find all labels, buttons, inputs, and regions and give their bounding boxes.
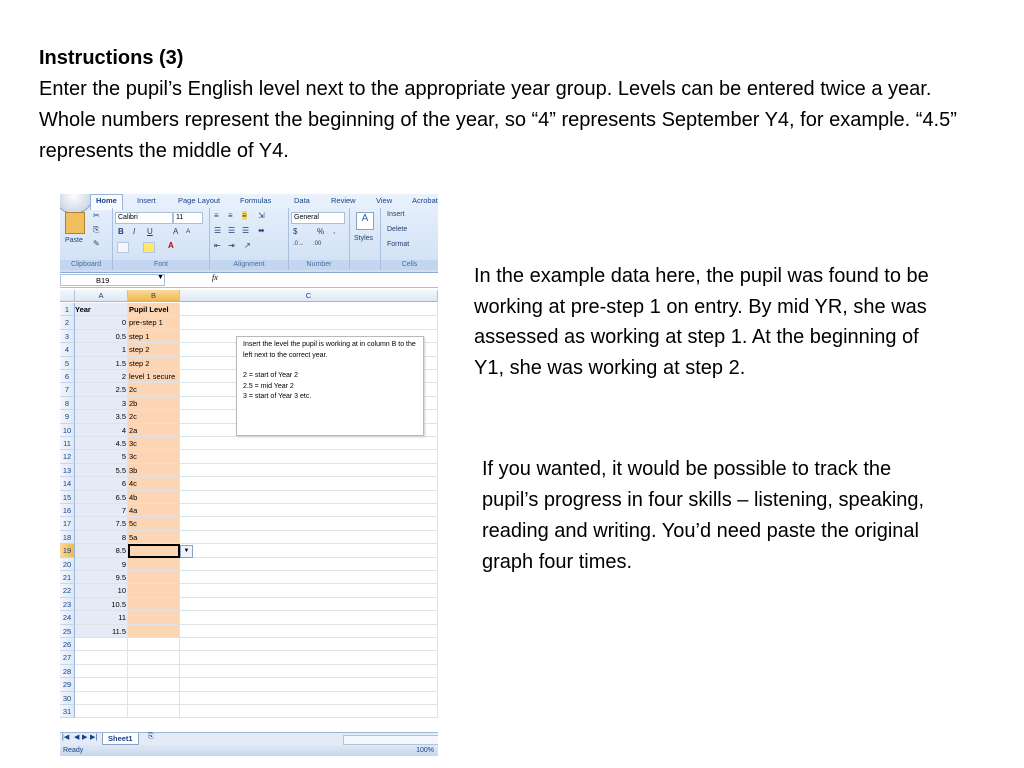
- next-sheet-icon[interactable]: ▶: [82, 734, 88, 741]
- cell-empty[interactable]: [180, 598, 438, 611]
- cells-group: [381, 208, 438, 270]
- format-painter-icon[interactable]: ✎: [93, 239, 100, 248]
- ribbon: [60, 194, 438, 273]
- insert-sheet-icon[interactable]: ⎘: [148, 733, 154, 740]
- name-box[interactable]: B19: [60, 274, 165, 286]
- row-header[interactable]: 29: [60, 678, 75, 691]
- underline-icon[interactable]: U: [147, 227, 153, 236]
- cell-year[interactable]: [75, 705, 128, 718]
- excel-screenshot: [60, 194, 438, 756]
- selected-cell-outline[interactable]: [128, 544, 180, 558]
- row-header[interactable]: 16: [60, 504, 75, 517]
- cell-pupil-level[interactable]: [128, 665, 180, 678]
- grow-font-icon[interactable]: A: [173, 227, 179, 236]
- row-header[interactable]: 5: [60, 357, 75, 370]
- comment-line-mid: 2.5 = mid Year 2: [243, 382, 294, 390]
- wrap-text-icon[interactable]: ⇲: [258, 211, 265, 220]
- cell-year[interactable]: [75, 692, 128, 705]
- row-header[interactable]: 3: [60, 330, 75, 343]
- first-sheet-icon[interactable]: |◀: [62, 734, 70, 741]
- cell-year[interactable]: 11.5: [75, 625, 128, 638]
- cell-pupil-level[interactable]: [128, 651, 180, 664]
- row-header[interactable]: 30: [60, 692, 75, 705]
- cell-year[interactable]: 3: [75, 397, 128, 410]
- cell-empty[interactable]: [180, 517, 438, 530]
- cell-year[interactable]: [75, 678, 128, 691]
- cell-empty[interactable]: [180, 692, 438, 705]
- cell-pupil-level[interactable]: step 1: [128, 330, 180, 343]
- font-group: [113, 208, 210, 270]
- row-header[interactable]: 14: [60, 477, 75, 490]
- cell-year[interactable]: 7: [75, 504, 128, 517]
- row-header[interactable]: 24: [60, 611, 75, 624]
- row-header[interactable]: 11: [60, 437, 75, 450]
- cell-pupil-level[interactable]: [128, 584, 180, 597]
- tab-acrobat[interactable]: Acrobat: [412, 196, 438, 205]
- cell-year[interactable]: 8.5: [75, 544, 128, 557]
- cell-year[interactable]: 7.5: [75, 517, 128, 530]
- cell-year[interactable]: [75, 638, 128, 651]
- cell-pupil-level[interactable]: 4a: [128, 504, 180, 517]
- number-format-select[interactable]: General: [291, 212, 345, 224]
- status-bar: [60, 745, 438, 756]
- cell-pupil-level[interactable]: 2a: [128, 424, 180, 437]
- horizontal-scrollbar[interactable]: [343, 735, 438, 745]
- copy-icon[interactable]: ⎘: [93, 225, 100, 234]
- decrease-indent-icon[interactable]: ⇤: [214, 241, 221, 250]
- cell-year[interactable]: 10.5: [75, 598, 128, 611]
- cell-year[interactable]: 3.5: [75, 410, 128, 423]
- cell-pupil-level[interactable]: 3c: [128, 437, 180, 450]
- cell-pupil-level[interactable]: 2c: [128, 383, 180, 396]
- paste-button[interactable]: Paste: [65, 237, 83, 244]
- delete-cells-button[interactable]: Delete: [387, 226, 408, 233]
- cell-pupil-level[interactable]: [128, 638, 180, 651]
- cell-pupil-level[interactable]: Pupil Level: [128, 303, 180, 316]
- last-sheet-icon[interactable]: ▶|: [90, 734, 98, 741]
- cell-pupil-level[interactable]: [128, 611, 180, 624]
- tab-insert[interactable]: Insert: [137, 196, 156, 205]
- cell-empty[interactable]: [180, 705, 438, 718]
- comment-line-next: 3 = start of Year 3 etc.: [243, 393, 312, 400]
- cell-year[interactable]: 4: [75, 424, 128, 437]
- merge-icon[interactable]: ⬌: [258, 226, 265, 235]
- example-explanation: In the example data here, the pupil was found to be working at pre-step 1 on entry. By mid YR, she was assessed as working at step 1. At the beginning of Y1, she was working at step 2.: [474, 265, 929, 379]
- font-name-select[interactable]: Calibri: [115, 212, 173, 224]
- align-left-icon[interactable]: ☰: [214, 226, 222, 235]
- cell-pupil-level[interactable]: 2b: [128, 397, 180, 410]
- column-header-a[interactable]: A: [75, 290, 128, 302]
- ribbon-tabs: [60, 194, 438, 208]
- insert-cells-button[interactable]: Insert: [387, 211, 405, 218]
- sheet-tabs-bar: [60, 732, 438, 745]
- row-header[interactable]: 20: [60, 558, 75, 571]
- styles-group-label: [350, 260, 380, 270]
- cell-empty[interactable]: [180, 571, 438, 584]
- tab-review[interactable]: Review: [331, 196, 356, 205]
- currency-icon[interactable]: $: [293, 227, 298, 236]
- row-header[interactable]: 12: [60, 450, 75, 463]
- cell-empty[interactable]: [180, 531, 438, 544]
- middle-align-icon[interactable]: ≡: [228, 211, 233, 220]
- top-align-icon[interactable]: ≡: [214, 211, 219, 220]
- cell-empty[interactable]: [180, 450, 438, 463]
- cell-pupil-level[interactable]: pre-step 1: [128, 316, 180, 329]
- cell-empty[interactable]: [180, 651, 438, 664]
- cell-pupil-level[interactable]: [128, 598, 180, 611]
- tab-sheet1[interactable]: Sheet1: [102, 733, 139, 745]
- formula-bar: [60, 273, 438, 288]
- row-header[interactable]: 22: [60, 584, 75, 597]
- styles-icon[interactable]: A: [356, 212, 374, 230]
- cells-group-label: Cells: [381, 260, 438, 270]
- chevron-down-icon[interactable]: ▼: [180, 545, 193, 558]
- cell-empty[interactable]: [180, 665, 438, 678]
- cell-empty[interactable]: [180, 504, 438, 517]
- cell-empty[interactable]: [180, 611, 438, 624]
- row-header[interactable]: 18: [60, 531, 75, 544]
- increase-indent-icon[interactable]: ⇥: [228, 241, 235, 250]
- cell-empty[interactable]: [180, 584, 438, 597]
- row-header[interactable]: 4: [60, 343, 75, 356]
- cell-year[interactable]: 10: [75, 584, 128, 597]
- cell-pupil-level[interactable]: 4c: [128, 477, 180, 490]
- font-size-select[interactable]: 11: [173, 212, 203, 224]
- alignment-group: [210, 208, 289, 270]
- row-header[interactable]: 19: [60, 544, 75, 557]
- clipboard-group-label: Clipboard: [60, 260, 112, 270]
- cell-year[interactable]: [75, 665, 128, 678]
- cell-year[interactable]: [75, 651, 128, 664]
- bold-icon[interactable]: B: [118, 227, 124, 236]
- cell-pupil-level[interactable]: level 1 secure: [128, 370, 180, 383]
- paste-icon[interactable]: [65, 212, 85, 234]
- row-header[interactable]: 21: [60, 571, 75, 584]
- row-header[interactable]: 8: [60, 397, 75, 410]
- clipboard-group: [60, 208, 113, 270]
- row-header[interactable]: 10: [60, 424, 75, 437]
- comment-line-start: 2 = start of Year 2: [243, 372, 299, 379]
- insert-function-icon[interactable]: fx: [212, 273, 218, 282]
- cell-year[interactable]: 2.5: [75, 383, 128, 396]
- prev-sheet-icon[interactable]: ◀: [74, 734, 80, 741]
- alignment-group-label: Alignment: [210, 260, 288, 270]
- cell-pupil-level[interactable]: 2c: [128, 410, 180, 423]
- cell-year[interactable]: 0: [75, 316, 128, 329]
- font-group-label: Font: [113, 260, 209, 270]
- cell-year[interactable]: Year: [75, 303, 128, 316]
- cell-year[interactable]: 0.5: [75, 330, 128, 343]
- cell-year[interactable]: 5: [75, 450, 128, 463]
- font-color-icon[interactable]: A: [168, 241, 174, 250]
- cell-pupil-level[interactable]: [128, 571, 180, 584]
- cell-empty[interactable]: [180, 544, 438, 557]
- cell-year[interactable]: 2: [75, 370, 128, 383]
- borders-icon[interactable]: [117, 242, 129, 253]
- cell-empty[interactable]: [180, 678, 438, 691]
- styles-group: [350, 208, 381, 270]
- row-header[interactable]: 26: [60, 638, 75, 651]
- row-header[interactable]: 31: [60, 705, 75, 718]
- cell-year[interactable]: 5.5: [75, 464, 128, 477]
- orientation-icon[interactable]: ↗: [244, 241, 251, 250]
- cell-empty[interactable]: [180, 491, 438, 504]
- instructions-title: Instructions (3): [39, 47, 184, 69]
- cell-year[interactable]: 6.5: [75, 491, 128, 504]
- cell-empty[interactable]: [180, 477, 438, 490]
- comma-button[interactable]: ,: [333, 226, 336, 235]
- select-all-corner[interactable]: [60, 290, 75, 302]
- cell-pupil-level[interactable]: [128, 678, 180, 691]
- cell-pupil-level[interactable]: step 2: [128, 343, 180, 356]
- cell-empty[interactable]: [180, 638, 438, 651]
- cut-icon[interactable]: ✂: [93, 211, 100, 220]
- row-header[interactable]: 1: [60, 303, 75, 316]
- row-header[interactable]: 15: [60, 491, 75, 504]
- cell-year[interactable]: 11: [75, 611, 128, 624]
- row-header[interactable]: 6: [60, 370, 75, 383]
- column-header-b[interactable]: B: [128, 290, 180, 302]
- bottom-align-icon[interactable]: ≡: [242, 211, 247, 220]
- cell-pupil-level[interactable]: [128, 692, 180, 705]
- tab-data[interactable]: Data: [294, 196, 310, 205]
- tab-formulas[interactable]: Formulas: [240, 196, 272, 205]
- format-cells-button[interactable]: Format: [387, 241, 410, 248]
- cell-empty[interactable]: [180, 625, 438, 638]
- cell-year[interactable]: 6: [75, 477, 128, 490]
- row-header[interactable]: 17: [60, 517, 75, 530]
- row-header[interactable]: 25: [60, 625, 75, 638]
- cell-year[interactable]: 9.5: [75, 571, 128, 584]
- comment-note: [236, 336, 424, 436]
- comment-instruction: Insert the level the pupil is working at in column B to the left next to the correct year.: [243, 341, 416, 359]
- cell-empty[interactable]: [180, 558, 438, 571]
- percent-button[interactable]: %: [317, 227, 325, 236]
- tab-home[interactable]: Home: [90, 194, 123, 210]
- row-header[interactable]: 28: [60, 665, 75, 678]
- shrink-font-icon[interactable]: A: [186, 228, 191, 235]
- cell-pupil-level[interactable]: 3b: [128, 464, 180, 477]
- number-group-label: Number: [289, 260, 349, 270]
- number-group: [289, 208, 350, 270]
- status-ready: Ready: [63, 747, 84, 754]
- cell-empty[interactable]: [180, 303, 438, 316]
- cell-year[interactable]: 9: [75, 558, 128, 571]
- align-right-icon[interactable]: ☰: [242, 226, 250, 235]
- align-center-icon[interactable]: ☰: [228, 226, 236, 235]
- fill-color-icon[interactable]: [143, 242, 155, 253]
- chevron-down-icon[interactable]: ▼: [157, 274, 164, 281]
- row-header[interactable]: 2: [60, 316, 75, 329]
- cell-year[interactable]: 8: [75, 531, 128, 544]
- decrease-decimal-icon[interactable]: .00: [313, 241, 322, 247]
- tab-view[interactable]: View: [376, 196, 393, 205]
- styles-button[interactable]: Styles: [354, 235, 374, 242]
- cell-pupil-level[interactable]: [128, 558, 180, 571]
- column-header-c[interactable]: C: [180, 290, 438, 302]
- cell-pupil-level[interactable]: 4b: [128, 491, 180, 504]
- instructions-body: Enter the pupil’s English level next to the appropriate year group. Levels can be entered twice a year. Whole numbers represent the beginning of the year, so “4” represents September Y4, for example. “4.5” represents the middle of Y4.: [39, 78, 957, 162]
- cell-year[interactable]: 1: [75, 343, 128, 356]
- increase-decimal-icon[interactable]: .0→: [293, 241, 305, 247]
- row-header[interactable]: 9: [60, 410, 75, 423]
- zoom-level[interactable]: 100%: [416, 747, 434, 754]
- cell-year[interactable]: 4.5: [75, 437, 128, 450]
- cell-pupil-level[interactable]: step 2: [128, 357, 180, 370]
- cell-pupil-level[interactable]: [128, 625, 180, 638]
- cell-empty[interactable]: [180, 316, 438, 329]
- cell-year[interactable]: 1.5: [75, 357, 128, 370]
- cell-pupil-level[interactable]: 5a: [128, 531, 180, 544]
- row-header[interactable]: 23: [60, 598, 75, 611]
- cell-pupil-level[interactable]: 5c: [128, 517, 180, 530]
- tab-page-layout[interactable]: Page Layout: [178, 196, 221, 205]
- row-header[interactable]: 27: [60, 651, 75, 664]
- row-header[interactable]: 13: [60, 464, 75, 477]
- row-header[interactable]: 7: [60, 383, 75, 396]
- cell-empty[interactable]: [180, 437, 438, 450]
- cell-empty[interactable]: [180, 464, 438, 477]
- cell-pupil-level[interactable]: [128, 705, 180, 718]
- italic-icon[interactable]: I: [133, 227, 136, 236]
- four-skills-note: If you wanted, it would be possible to track the pupil’s progress in four skills – listening, speaking, reading and writing. You’d need paste the original graph four times.: [482, 458, 925, 573]
- cell-pupil-level[interactable]: 3c: [128, 450, 180, 463]
